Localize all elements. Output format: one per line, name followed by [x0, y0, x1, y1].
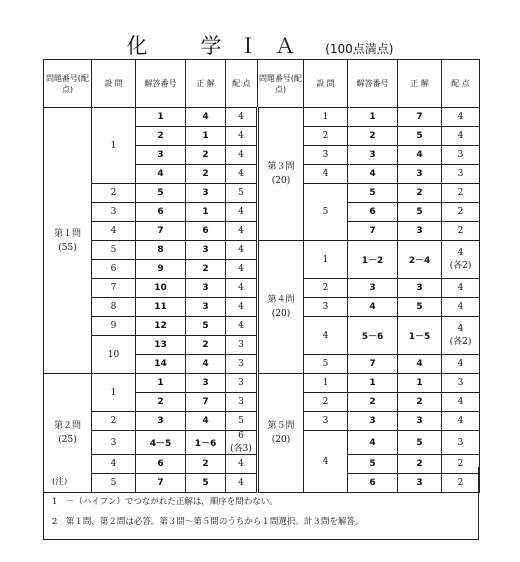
subquestion-cell: 3: [304, 412, 348, 431]
points-cell: 4: [226, 146, 258, 165]
header-setsumon-right: 設 問: [304, 60, 348, 108]
answer-number-cell: 4: [348, 431, 398, 455]
points-cell: 4: [226, 298, 258, 317]
answer-number-cell: 7: [136, 222, 186, 241]
points-cell: 4: [226, 455, 258, 474]
points-cell: 4: [226, 127, 258, 146]
subquestion-cell: 3: [304, 298, 348, 317]
header-haiten-left: 配 点: [226, 60, 258, 108]
correct-answer-cell: 3: [186, 298, 226, 317]
subquestion-cell: 4: [304, 317, 348, 355]
subquestion-cell: 6: [92, 260, 136, 279]
points-cell: 4: [442, 412, 480, 431]
points-cell: 3: [442, 146, 480, 165]
correct-answer-cell: 5: [398, 127, 442, 146]
answer-number-cell: 11: [136, 298, 186, 317]
correct-answer-cell: 2: [186, 260, 226, 279]
correct-answer-cell: 6: [186, 222, 226, 241]
answer-number-cell: 4: [348, 298, 398, 317]
question-title: 第４問: [267, 295, 295, 305]
subquestion-cell: 2: [304, 393, 348, 412]
note-2: 2 第１問，第２問は必答。第３問～第５問のうちから１問選択。計３問を解答。: [52, 517, 364, 527]
points-cell: 3: [442, 431, 480, 455]
answer-number-cell: 2: [136, 127, 186, 146]
points-value: 4: [457, 324, 464, 334]
points-cell: [226, 431, 258, 455]
subquestion-cell: 1: [92, 108, 136, 184]
question-points: (55): [58, 242, 77, 253]
points-cell: 3: [442, 165, 480, 184]
title-main: 化 学ＩＡ: [126, 34, 312, 58]
points-cell: 5: [226, 412, 258, 431]
subquestion-cell: 4: [304, 165, 348, 184]
subquestion-cell: 2: [92, 412, 136, 431]
correct-answer-cell: 5: [398, 431, 442, 455]
subquestion-cell: 9: [92, 317, 136, 336]
answer-number-cell: 8: [136, 241, 186, 260]
answer-table-body: [44, 60, 480, 493]
answer-number-cell: 3: [348, 146, 398, 165]
answer-number-cell: 7: [136, 474, 186, 493]
answer-number-cell: 7: [348, 222, 398, 241]
correct-answer-cell: 2: [186, 146, 226, 165]
correct-answer-cell: 4: [186, 355, 226, 374]
question-points: (20): [271, 176, 291, 186]
points-cell: 4: [226, 474, 258, 493]
notes-box: [43, 467, 479, 540]
points-cell: 4: [226, 260, 258, 279]
answer-number-cell: 3: [348, 279, 398, 298]
correct-answer-cell: 3: [398, 279, 442, 298]
answer-number-cell: 2: [348, 393, 398, 412]
correct-answer-cell: 2: [186, 165, 226, 184]
question-points: (20): [271, 435, 291, 445]
subquestion-cell: 5: [92, 241, 136, 260]
answer-number-cell: 6: [348, 203, 398, 222]
correct-answer-cell: 4: [186, 412, 226, 431]
points-cell: 2: [442, 222, 480, 241]
answer-number-cell: 12: [136, 317, 186, 336]
subquestion-cell: 1: [304, 374, 348, 393]
correct-answer-cell: 4: [398, 355, 442, 374]
answer-number-cell: 4: [136, 165, 186, 184]
points-cell: 3: [226, 336, 258, 355]
points-cell: 5: [226, 184, 258, 203]
answer-number-cell: 7: [348, 355, 398, 374]
header-setsumon-left: 設 問: [92, 60, 136, 108]
points-note: (各2): [449, 261, 472, 271]
correct-answer-cell: 2: [186, 455, 226, 474]
page-title: [0, 30, 520, 60]
correct-answer-cell: 1: [186, 127, 226, 146]
correct-answer-cell: 7: [186, 393, 226, 412]
header-kaito-right: 解答番号: [348, 60, 398, 108]
points-cell: [442, 241, 480, 279]
points-cell: 4: [226, 279, 258, 298]
subquestion-cell: 5: [92, 474, 136, 493]
answer-number-cell: 1: [348, 108, 398, 127]
question-points: (25): [58, 435, 77, 445]
subquestion-cell: 3: [92, 203, 136, 222]
table-row: [44, 108, 480, 127]
points-cell: 2: [442, 455, 480, 474]
answer-number-cell: 6: [136, 203, 186, 222]
answer-number-cell: 2: [348, 127, 398, 146]
points-cell: 3: [226, 355, 258, 374]
points-cell: 4: [442, 298, 480, 317]
subquestion-cell: 4: [92, 455, 136, 474]
correct-answer-cell: 3: [186, 184, 226, 203]
subquestion-cell: 4: [304, 431, 348, 493]
correct-answer-cell: 2－4: [398, 241, 442, 279]
question-title: 第１問: [53, 228, 81, 239]
answer-number-cell: 5: [348, 455, 398, 474]
correct-answer-cell: 1: [398, 374, 442, 393]
answer-number-cell: 1－2: [348, 241, 398, 279]
subquestion-cell: 4: [92, 222, 136, 241]
correct-answer-cell: 2: [398, 184, 442, 203]
correct-answer-cell: 3: [186, 241, 226, 260]
subquestion-cell: 7: [92, 279, 136, 298]
correct-answer-cell: 4: [186, 108, 226, 127]
points-cell: 4: [442, 355, 480, 374]
question-label-q1: [44, 108, 92, 374]
answer-number-cell: 10: [136, 279, 186, 298]
correct-answer-cell: 5: [398, 298, 442, 317]
answer-table: [43, 59, 480, 493]
header-qno-right: 問題番号(配点): [258, 60, 304, 108]
answer-number-cell: 5－6: [348, 317, 398, 355]
subquestion-cell: 2: [304, 127, 348, 146]
correct-answer-cell: 3: [398, 412, 442, 431]
answer-number-cell: 4－5: [136, 431, 186, 455]
correct-answer-cell: 3: [398, 474, 442, 493]
header-kaito-left: 解答番号: [136, 60, 186, 108]
points-cell: 3: [226, 393, 258, 412]
answer-number-cell: 4: [348, 165, 398, 184]
correct-answer-cell: 4: [398, 146, 442, 165]
subquestion-cell: 1: [304, 108, 348, 127]
correct-answer-cell: 1: [186, 203, 226, 222]
points-cell: [442, 317, 480, 355]
answer-number-cell: 1: [136, 374, 186, 393]
question-title: 第３問: [267, 162, 295, 172]
points-note: (各2): [449, 337, 472, 347]
note-1: 1 －（ハイフン）でつながれた正解は，順序を問わない。: [52, 497, 278, 507]
answer-number-cell: 5: [136, 184, 186, 203]
answer-number-cell: 9: [136, 260, 186, 279]
points-cell: 4: [226, 241, 258, 260]
answer-number-cell: 13: [136, 336, 186, 355]
points-value: 6: [238, 431, 244, 441]
points-cell: 4: [226, 165, 258, 184]
answer-number-cell: 1: [136, 108, 186, 127]
answer-number-cell: 3: [348, 412, 398, 431]
question-points: (20): [271, 309, 291, 319]
points-cell: 2: [442, 474, 480, 493]
correct-answer-cell: 3: [186, 279, 226, 298]
subquestion-cell: 10: [92, 336, 136, 374]
points-cell: 2: [442, 184, 480, 203]
answer-number-cell: 6: [348, 474, 398, 493]
correct-answer-cell: 1－5: [398, 317, 442, 355]
points-note: (各3): [230, 444, 252, 454]
correct-answer-cell: 2: [398, 455, 442, 474]
points-cell: 4: [442, 393, 480, 412]
points-cell: 4: [226, 108, 258, 127]
answer-number-cell: 3: [136, 146, 186, 165]
answer-number-cell: 3: [136, 412, 186, 431]
subquestion-cell: 5: [304, 355, 348, 374]
correct-answer-cell: 3: [398, 222, 442, 241]
answer-number-cell: 5: [348, 184, 398, 203]
correct-answer-cell: 5: [398, 203, 442, 222]
answer-number-cell: 14: [136, 355, 186, 374]
correct-answer-cell: 5: [186, 317, 226, 336]
table-row: [44, 241, 480, 260]
title-sub: (100点満点): [325, 42, 394, 56]
points-cell: 3: [226, 374, 258, 393]
subquestion-cell: 2: [92, 184, 136, 203]
table-row: [44, 374, 480, 393]
answer-number-cell: 1: [348, 374, 398, 393]
subquestion-cell: 5: [304, 184, 348, 241]
points-value: 4: [457, 248, 464, 258]
subquestion-cell: 8: [92, 298, 136, 317]
points-cell: 4: [226, 203, 258, 222]
subquestion-cell: 1: [92, 374, 136, 412]
question-label-q4: [258, 241, 304, 374]
correct-answer-cell: 1－6: [186, 431, 226, 455]
notes-heading: (注): [52, 477, 68, 487]
header-seikai-right: 正 解: [398, 60, 442, 108]
subquestion-cell: 3: [304, 146, 348, 165]
points-cell: 2: [442, 203, 480, 222]
correct-answer-cell: 2: [398, 393, 442, 412]
points-cell: 4: [226, 317, 258, 336]
points-cell: 4: [442, 127, 480, 146]
correct-answer-cell: 7: [398, 108, 442, 127]
header-haiten-right: 配 点: [442, 60, 480, 108]
header-qno-left: 問題番号(配点): [44, 60, 92, 108]
answer-number-cell: 6: [136, 455, 186, 474]
correct-answer-cell: 2: [186, 336, 226, 355]
correct-answer-cell: 3: [398, 165, 442, 184]
subquestion-cell: 3: [92, 431, 136, 455]
points-cell: 4: [442, 108, 480, 127]
question-title: 第５問: [267, 421, 295, 431]
answer-number-cell: 2: [136, 393, 186, 412]
correct-answer-cell: 5: [186, 474, 226, 493]
correct-answer-cell: 3: [186, 374, 226, 393]
points-cell: 3: [442, 374, 480, 393]
header-seikai-left: 正 解: [186, 60, 226, 108]
question-label-q3: [258, 108, 304, 241]
question-title: 第２問: [53, 421, 81, 431]
points-cell: 4: [442, 279, 480, 298]
points-cell: 4: [226, 222, 258, 241]
subquestion-cell: 1: [304, 241, 348, 279]
subquestion-cell: 2: [304, 279, 348, 298]
